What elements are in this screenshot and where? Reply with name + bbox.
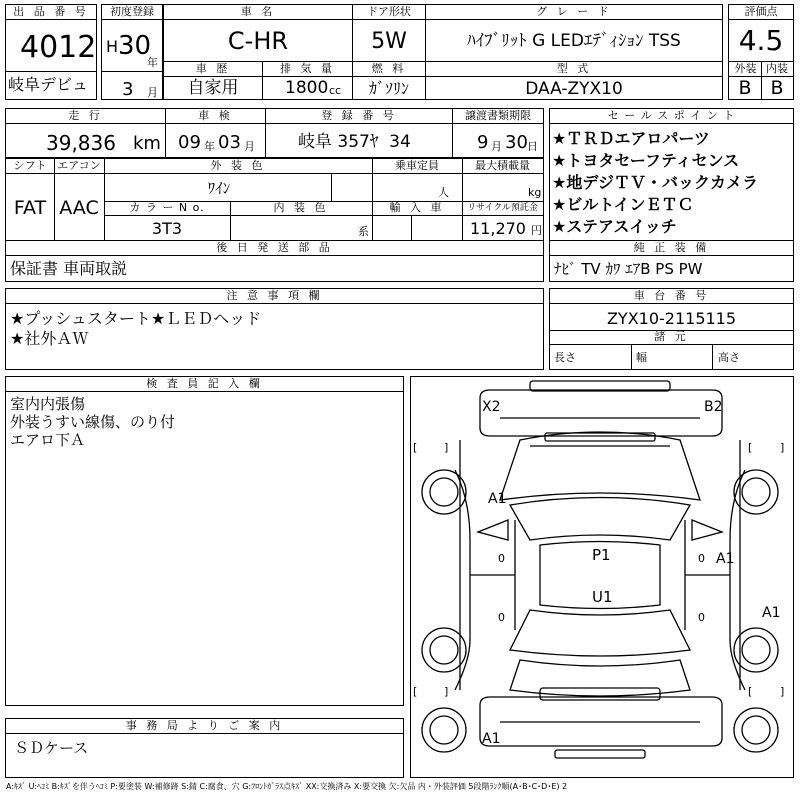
bracket-left: ] [444, 685, 449, 698]
height-label: 高さ [718, 351, 740, 364]
venue-name: 岐阜デビュ [8, 75, 89, 94]
sales-points-box [549, 108, 794, 241]
interior-grade: B [770, 77, 784, 99]
mark-a1-left: A1 [488, 491, 507, 507]
first-reg-label: 初度登録 [102, 5, 162, 20]
mark-a1-bottom: A1 [482, 731, 501, 747]
grade: ﾊｲﾌﾞﾘｯﾄ G LEDｴﾃﾞｨｼｮﾝ TSS [467, 31, 681, 51]
inspection-label: 車 検 [166, 109, 265, 124]
shift: FAT [13, 197, 47, 219]
car-diagram-box [410, 376, 794, 778]
note-line: ★社外ＡＷ [10, 329, 89, 348]
insp-month-unit: 月 [244, 140, 255, 153]
mark-u1: U1 [592, 588, 613, 606]
sales-point: ★地デジＴＶ・バックカメラ [552, 173, 759, 192]
history-label: 車 歴 [164, 62, 262, 77]
mark-zero: 0 [498, 611, 505, 624]
transfer-month: 9 [477, 132, 489, 153]
transfer-day-unit: 日 [527, 140, 538, 153]
width-label: 幅 [636, 351, 647, 364]
ext-color: ﾜｲﾝ [207, 179, 231, 197]
color-no-label: カ ラ ー N o. [104, 201, 230, 216]
aircon-label: エアコン [54, 159, 104, 174]
note-line: ★プッシュスタート★ＬＥＤヘッド [10, 309, 262, 328]
spec-grid [5, 158, 544, 241]
displacement: 1800 [285, 78, 329, 98]
color-no: 3T3 [151, 219, 183, 238]
mark-a1-right: A1 [716, 551, 735, 567]
ext-color-label: 外 装 色 [104, 159, 372, 174]
inspector-note: 外装うすい線傷、のり付 [10, 413, 176, 431]
history: 自家用 [187, 78, 239, 98]
insp-year: 09 [178, 132, 201, 153]
capacity-label: 乗車定員 [372, 159, 462, 174]
kg-unit: kg [528, 186, 542, 199]
reg-no: 岐阜 357ﾔ 34 [298, 132, 411, 152]
inspector-note: エアロ下Ａ [10, 431, 86, 449]
transfer-box [452, 108, 544, 158]
lot-label: 出 品 番 号 [6, 5, 96, 20]
fuel: ｶﾞｿﾘﾝ [368, 79, 409, 98]
model-box [425, 61, 723, 100]
reg-no-label: 登 録 番 号 [266, 109, 452, 124]
insp-year-unit: 年 [204, 140, 215, 153]
year-unit: 年 [147, 56, 158, 69]
bracket-left: [ [413, 685, 418, 698]
score: 4.5 [738, 24, 784, 57]
inspector-box [5, 376, 404, 706]
score-box [728, 4, 794, 62]
mark-zero: 0 [698, 611, 705, 624]
later-parts-label: 後 日 発 送 部 品 [6, 241, 543, 256]
lot-number: 4012 [20, 30, 97, 65]
yen-unit: 円 [531, 224, 542, 237]
dims-label: 諸 元 [550, 330, 793, 345]
insp-month: 03 [218, 132, 241, 153]
sales-points-label: セ ー ル ス ポ イ ン ト [550, 109, 793, 124]
transfer-month-unit: 月 [491, 140, 502, 153]
inspector-label: 検 査 員 記 入 欄 [6, 377, 403, 392]
car-name-label: 車 名 [164, 5, 352, 20]
bracket-right: ] [780, 685, 785, 698]
month-unit: 月 [147, 86, 158, 99]
mark-zero: 0 [698, 552, 705, 565]
max-load-label: 最大積載量 [462, 159, 543, 174]
chassis-number: ZYX10-2115115 [606, 309, 737, 328]
int-color-label: 内 装 色 [230, 201, 372, 216]
reg-no-box [265, 108, 453, 158]
first-reg-box [101, 4, 163, 100]
bracket-right: ] [780, 441, 785, 454]
sales-point: ★ＴＲＤエアロパーツ [552, 129, 710, 148]
score-label: 評価点 [729, 5, 793, 20]
sales-point: ★ステアスイッチ [552, 217, 677, 236]
later-parts: 保証書 車両取説 [10, 259, 128, 278]
first-reg-year: 30 [118, 31, 152, 61]
exterior-grade: B [738, 77, 752, 99]
first-reg-month: 3 [122, 79, 134, 100]
chassis-label: 車 台 番 号 [550, 289, 793, 304]
displacement-box [262, 61, 353, 100]
later-parts-box [5, 240, 544, 282]
genuine-box [549, 240, 794, 282]
capacity-unit: 人 [438, 186, 449, 199]
era: H [106, 37, 119, 56]
office-label: 事 務 局 よ り ご 案 内 [6, 719, 403, 734]
fuel-box [352, 61, 426, 100]
length-label: 長さ [554, 351, 576, 364]
sales-point: ★トヨタセーフティセンス [552, 151, 740, 170]
import-label: 輸 入 車 [372, 201, 462, 216]
lot-box [5, 4, 97, 100]
bracket-right: [ [748, 441, 753, 454]
model-label: 型 式 [426, 62, 722, 77]
inspector-note: 室内内張傷 [10, 395, 86, 413]
bracket-left: ] [444, 441, 449, 454]
chassis-box [549, 288, 794, 370]
exterior-label: 外装 [729, 62, 762, 77]
mark-a1-right2: A1 [762, 605, 781, 621]
shift-label: シフト [6, 159, 54, 174]
transfer-label: 譲渡書類期限 [453, 109, 543, 124]
office-box [5, 718, 404, 778]
grade-label: グ レ ー ド [426, 5, 722, 20]
genuine-label: 純 正 装 備 [550, 241, 793, 256]
legend: A:ｷｽﾞ U:ﾍｺﾐ B:ｷｽﾞを伴うﾍｺﾐ P:要塗装 W:補修跡 S:錆 C:腐食、穴 G:ﾌﾛﾝﾄｶﾞﾗｽ点ｷｽﾞ XX:交換済み X:要交換 欠:欠品 内・外装評価 5段階ﾗﾝｸ順(A･B･C･D･E) 2 [6, 782, 568, 791]
cc-unit: cc [329, 84, 342, 97]
grades-box [728, 61, 794, 100]
mileage: 39,836 [46, 131, 116, 155]
door-type: 5W [371, 29, 407, 54]
mark-x2: X2 [482, 399, 501, 415]
bracket-right: [ [748, 685, 753, 698]
mark-p1: P1 [592, 546, 611, 564]
displacement-label: 排 気 量 [263, 62, 352, 77]
inspection-box [165, 108, 266, 158]
recycle-fee: 11,270 [470, 219, 526, 238]
mark-b2: B2 [704, 399, 723, 415]
km-unit: km [133, 133, 161, 154]
notes-box [5, 288, 544, 370]
fuel-label: 燃 料 [353, 62, 425, 77]
car-name-box [163, 4, 353, 62]
car-name: C-HR [227, 27, 289, 55]
door-label: ドア形状 [353, 5, 425, 20]
mileage-box [5, 108, 166, 158]
mileage-label: 走 行 [6, 109, 165, 124]
genuine-equipment: ﾅﾋﾞ TV ｶﾜ ｴｱB PS PW [554, 260, 703, 278]
recycle-label: リサイクル預託金 [462, 201, 543, 216]
model: DAA-ZYX10 [525, 79, 623, 99]
sales-point: ★ビルトインＥＴＣ [552, 195, 694, 214]
door-box [352, 4, 426, 62]
bracket-left: [ [413, 441, 418, 454]
aircon: AAC [59, 197, 99, 219]
kei-unit: 系 [358, 225, 369, 238]
grade-box [425, 4, 723, 62]
mark-zero: 0 [498, 552, 505, 565]
interior-label: 内装 [761, 62, 793, 77]
office-note: ＳＤケース [14, 739, 89, 757]
history-box [163, 61, 263, 100]
transfer-day: 30 [505, 132, 528, 153]
notes-label: 注 意 事 項 欄 [6, 289, 543, 304]
